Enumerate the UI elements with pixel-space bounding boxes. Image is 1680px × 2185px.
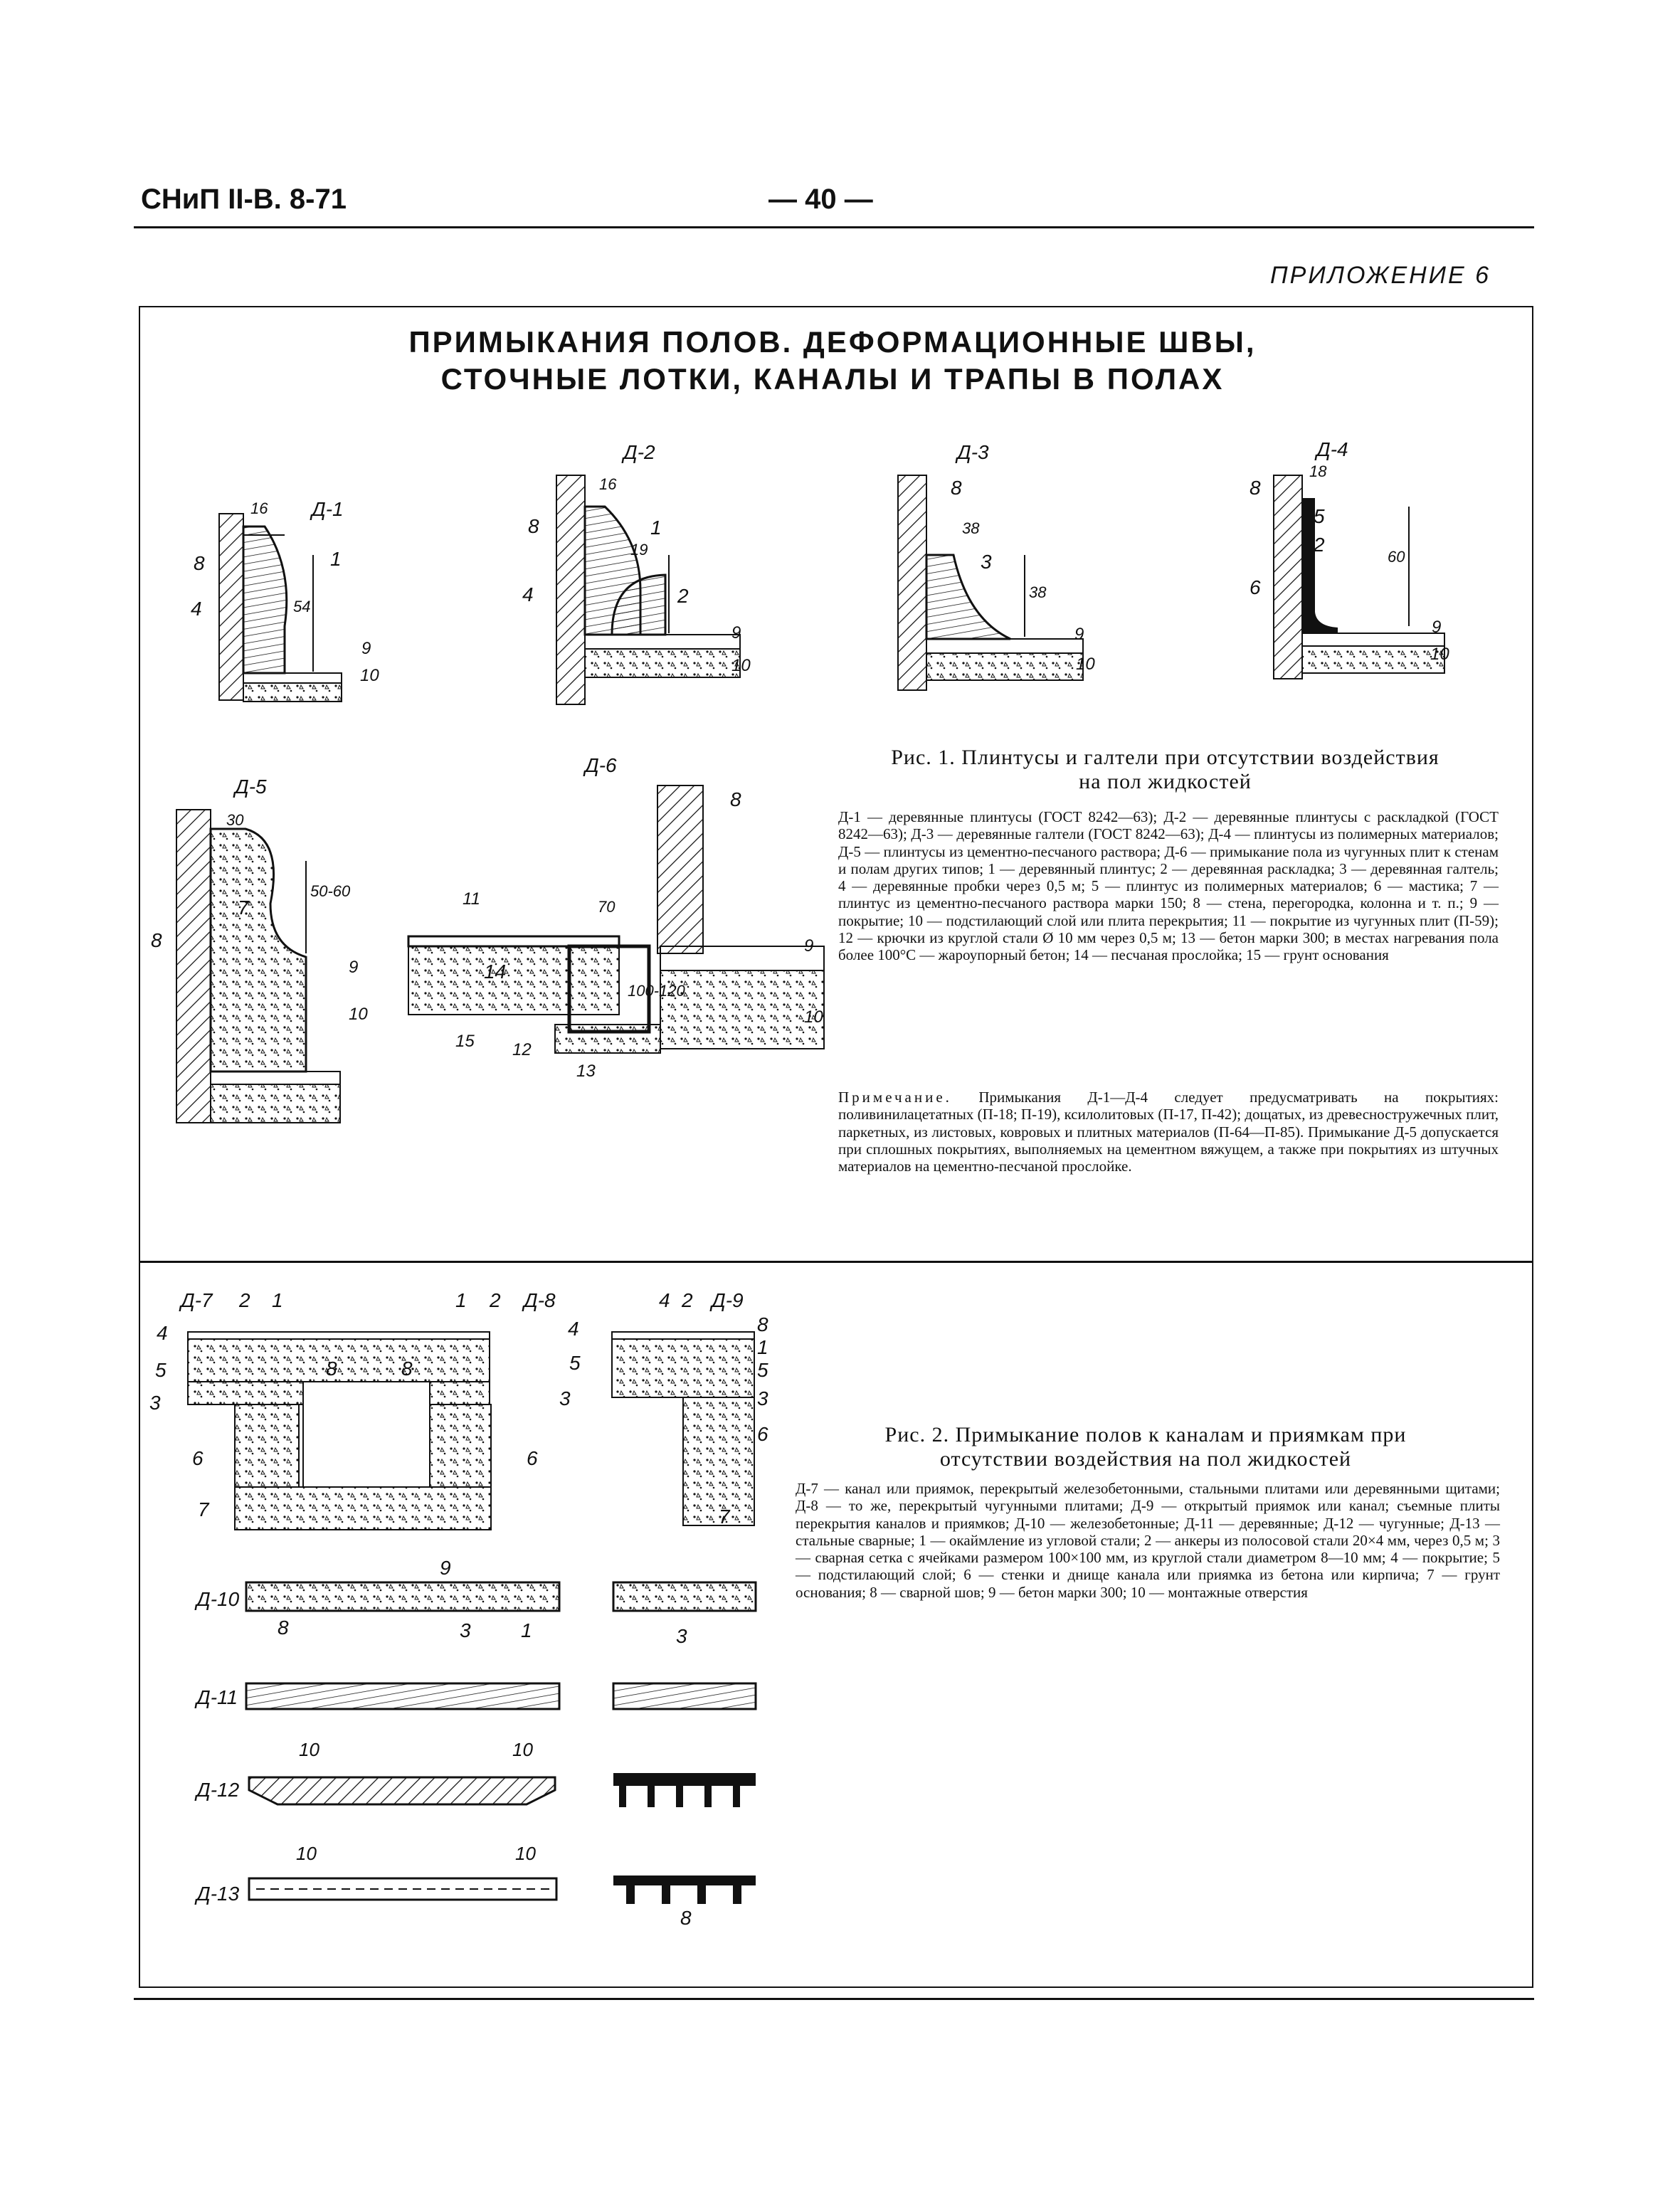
dim-d3-38h: 38 [962, 519, 980, 537]
detail-d9-drawing [612, 1332, 754, 1525]
label-d12: Д-12 [196, 1779, 240, 1801]
label-d6-14: 14 [484, 961, 507, 983]
label-d4-2: 2 [1314, 534, 1325, 556]
label-d12-10b: 10 [512, 1739, 533, 1760]
label-d9-4: 4 [659, 1289, 670, 1311]
figure-1-caption-line-1: Рис. 1. Плинтусы и галтели при отсутствии воздействия [891, 746, 1439, 769]
label-d7-3: 3 [149, 1392, 161, 1414]
label-d9-2: 2 [682, 1289, 693, 1311]
page-number: — 40 — [768, 184, 873, 215]
figure-1-caption-line-2: на пол жидкостей [1079, 770, 1252, 793]
label-d9-6: 6 [757, 1423, 768, 1445]
label-d2-1: 1 [650, 517, 662, 539]
detail-d2-drawing [556, 475, 740, 704]
label-d8-3: 3 [559, 1387, 571, 1409]
dim-d5-30: 30 [226, 811, 244, 829]
note-lead: Примечание. [838, 1089, 952, 1106]
label-d11: Д-11 [196, 1686, 238, 1708]
label-d5-10: 10 [349, 1005, 368, 1024]
label-d8: Д-8 [524, 1289, 556, 1311]
dim-d4-60: 60 [1388, 548, 1405, 566]
label-d4: Д-4 [1316, 438, 1348, 460]
dim-d2-19: 19 [630, 541, 648, 559]
note-body: Примыкания Д-1—Д-4 следует предусматривать на покрытиях: поливинилацетатных (П-18; П-19), ксилолитовых (П-17, П-42); дощатых, из древесностружечных плит, паркетных, из листовых, ковровых и плитных материалов (П-64—П-85). Примыкание Д-5 допускается при сплошных покрытиях, выполняемых на цементном вяжущем, а также при покрытиях из штучных материалов на цементно-песчаной прослойке. [838, 1089, 1499, 1175]
label-d7-5: 5 [155, 1359, 167, 1381]
label-d9-1: 1 [757, 1336, 768, 1358]
label-d9-5: 5 [757, 1359, 768, 1381]
appendix-label: ПРИЛОЖЕНИЕ 6 [1270, 262, 1491, 289]
figure-2-caption-line-2: отсутствии воздействия на пол жидкостей [939, 1447, 1352, 1471]
label-d8-5: 5 [569, 1352, 581, 1374]
figure-2-caption-line-1: Рис. 2. Примыкание полов к каналам и приямкам при [884, 1423, 1407, 1446]
label-d5-9: 9 [349, 958, 359, 977]
slab-d13-drawing [249, 1875, 756, 1904]
dim-d1-16: 16 [250, 499, 268, 517]
label-d1-1: 1 [330, 548, 342, 570]
label-d6: Д-6 [585, 754, 617, 776]
label-d4-6: 6 [1250, 576, 1261, 598]
label-d10-1: 1 [521, 1619, 532, 1641]
label-d1: Д-1 [312, 498, 344, 520]
label-d7-8: 8 [326, 1358, 337, 1380]
dim-d6-100-120: 100-120 [628, 982, 685, 1000]
label-d6-13: 13 [576, 1062, 596, 1081]
label-d3: Д-3 [957, 441, 989, 463]
dim-d2-16: 16 [599, 475, 617, 493]
label-d13: Д-13 [196, 1883, 240, 1905]
label-d2-8: 8 [528, 515, 539, 537]
label-d7: Д-7 [181, 1289, 213, 1311]
dim-d6-70: 70 [598, 898, 616, 916]
label-d9: Д-9 [712, 1289, 744, 1311]
dim-d3-38v: 38 [1029, 583, 1047, 601]
label-d9-3: 3 [757, 1387, 768, 1409]
label-d6-8: 8 [730, 788, 741, 810]
label-d4-9: 9 [1432, 618, 1442, 637]
label-d7-1: 1 [272, 1289, 283, 1311]
label-d8-6: 6 [527, 1447, 538, 1469]
label-d13-8: 8 [680, 1907, 692, 1929]
figure-2-legend: Д-7 — канал или приямок, перекрытый железобетонными, стальными плитами или деревянными щитами; Д-8 — то же, перекрытый чугунными плитами; Д-9 — открытый приямок или канал; съемные плиты перекрытия каналов и приямков; Д-10 — железобетонные; Д-11 — деревянные; Д-12 — чугунные; Д-13 — стальные сварные; 1 — окаймление из угловой стали; 2 — анкеры из полосовой стали 20×4 мм, через 0,5 м; 3 — сварная сетка с ячейками размером 100×100 мм, из круглой стали диаметром 8—10 мм; 4 — покрытие; 5 — подстилающий слой; 6 — стенки и днище канала или приямка из бетона или кирпича; 7 — грунт основания; 8 — сварной шов; 9 — бетон марки 300; 10 — монтажные отверстия [796, 1480, 1500, 1601]
figure-1-note [838, 1089, 1499, 1175]
label-d1-8: 8 [194, 552, 205, 574]
label-d9-7: 7 [719, 1506, 730, 1528]
dim-d5-50-60: 50-60 [310, 882, 351, 900]
label-d8-8: 8 [401, 1358, 413, 1380]
label-d2-10: 10 [731, 656, 751, 675]
label-d8-1: 1 [455, 1289, 467, 1311]
label-d7-6: 6 [192, 1447, 204, 1469]
detail-d3-drawing [898, 475, 1083, 690]
label-d10: Д-10 [196, 1588, 240, 1610]
label-d1-9: 9 [361, 639, 371, 658]
label-d6-11: 11 [463, 889, 480, 909]
label-d5: Д-5 [235, 776, 267, 798]
label-d3-8: 8 [951, 477, 962, 499]
slab-d12-drawing [249, 1773, 756, 1807]
label-d8-2: 2 [490, 1289, 501, 1311]
slab-d10-drawing [246, 1582, 756, 1611]
detail-d6-drawing [408, 785, 824, 1053]
label-d4-10: 10 [1430, 645, 1449, 664]
title-line-2: СТОЧНЫЕ ЛОТКИ, КАНАЛЫ И ТРАПЫ В ПОЛАХ [440, 362, 1225, 396]
label-d1-10: 10 [360, 666, 379, 685]
label-d10-3b: 3 [676, 1625, 687, 1647]
label-d8-4: 4 [568, 1318, 579, 1340]
label-d13-10a: 10 [296, 1843, 317, 1864]
label-d10-9: 9 [440, 1557, 451, 1579]
detail-d5-drawing [176, 810, 340, 1123]
label-d10-3: 3 [460, 1619, 471, 1641]
dim-d4-18: 18 [1309, 462, 1327, 480]
document-code: СНиП II-В. 8-71 [141, 184, 347, 215]
label-d3-9: 9 [1074, 625, 1084, 644]
label-d9-8: 8 [757, 1313, 768, 1335]
label-d2: Д-2 [623, 441, 655, 463]
detail-d1-drawing [219, 514, 342, 702]
label-d3-3: 3 [981, 551, 992, 573]
label-d2-2: 2 [677, 585, 689, 607]
label-d7-2: 2 [239, 1289, 250, 1311]
label-d7-7: 7 [198, 1498, 209, 1520]
label-d6-15: 15 [455, 1032, 475, 1051]
figure-1-legend: Д-1 — деревянные плинтусы (ГОСТ 8242—63); Д-2 — деревянные плинтусы с раскладкой (ГОСТ 8242—63); Д-3 — деревянные галтели (ГОСТ 8242—63); Д-4 — плинтусы из полимерных материалов; Д-5 — плинтусы из цементно-песчаного раствора; Д-6 — примыкание пола из чугунных плит к стенам и полам других типов; 1 — деревянный плинтус; 2 — деревянная раскладка; 3 — деревянная галтель; 4 — деревянные пробки через 0,5 м; 5 — плинтус из полимерных материалов; 6 — мастика; 7 — плинтус из цементно-песчаного раствора марки 150; 8 — стена, перегородка, колонна и т. п.; 9 — покрытие; 10 — подстилающий слой или плита перекрытия; 11 — покрытие из чугунных плит (П-59); 12 — крючки из круглой стали Ø 10 мм через 0,5 м; 13 — бетон марки 300; в местах нагревания пола более 100°С — жароупорный бетон; 14 — песчаная прослойка; 15 — грунт основания [838, 808, 1499, 964]
label-d5-8: 8 [151, 929, 162, 951]
label-d6-10: 10 [804, 1007, 823, 1027]
figure-2-caption [790, 1423, 1501, 1471]
label-d6-9: 9 [804, 936, 814, 956]
label-d5-7: 7 [238, 896, 249, 919]
label-d4-8: 8 [1250, 477, 1261, 499]
label-d13-10b: 10 [515, 1843, 536, 1864]
detail-d7-d8-drawing [188, 1332, 491, 1530]
detail-d4-drawing [1274, 475, 1444, 679]
label-d1-4: 4 [191, 598, 202, 620]
label-d7-4: 4 [157, 1322, 168, 1344]
label-d3-10: 10 [1076, 655, 1095, 674]
dim-d1-54: 54 [293, 598, 311, 615]
label-d2-4: 4 [522, 583, 534, 605]
label-d10-8: 8 [278, 1617, 289, 1639]
slab-d11-drawing [246, 1683, 756, 1709]
label-d6-12: 12 [512, 1040, 532, 1059]
label-d12-10a: 10 [299, 1739, 319, 1760]
title-line-1: ПРИМЫКАНИЯ ПОЛОВ. ДЕФОРМАЦИОННЫЕ ШВЫ, [408, 325, 1257, 359]
figure-1-caption [833, 746, 1498, 794]
label-d2-9: 9 [731, 623, 741, 642]
label-d4-5: 5 [1314, 505, 1325, 527]
